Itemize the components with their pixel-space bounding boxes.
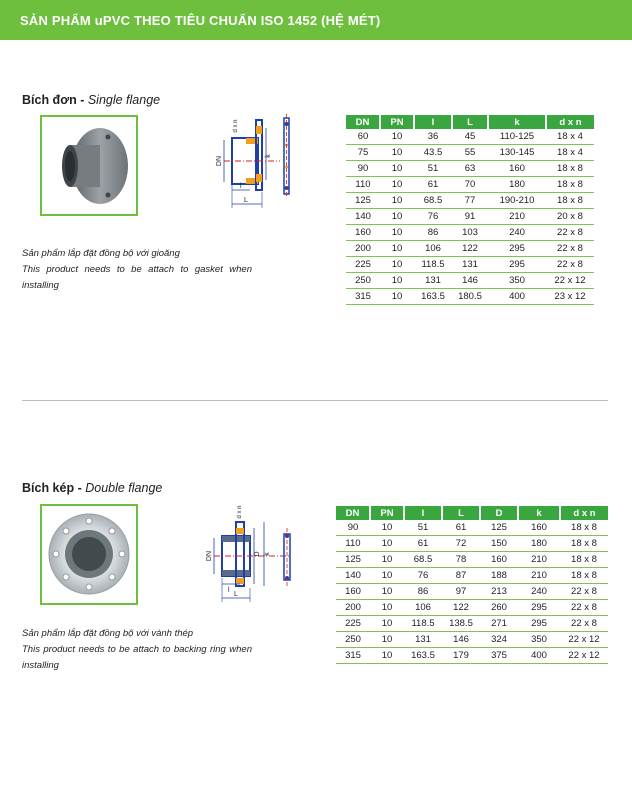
- single-note-vi: Sản phẩm lắp đặt đồng bộ với gioăng: [22, 248, 180, 259]
- single-dxn-label: d x n: [233, 119, 239, 133]
- table-cell: 76: [404, 568, 442, 584]
- table-cell: 146: [452, 273, 488, 289]
- table-row: [336, 520, 608, 536]
- table-cell: 61: [442, 520, 480, 536]
- table-cell: 36: [414, 129, 452, 145]
- double-title-vi: Bích kép -: [22, 481, 86, 495]
- table-cell: 122: [452, 241, 488, 257]
- table-row: [336, 552, 608, 568]
- double-L-label: L: [234, 591, 238, 598]
- column-header: L: [452, 115, 488, 129]
- table-cell: 10: [370, 552, 404, 568]
- table-cell: 225: [346, 257, 380, 273]
- table-cell: 10: [370, 616, 404, 632]
- column-header: l: [414, 115, 452, 129]
- table-row: [336, 536, 608, 552]
- double-title-en: Double flange: [85, 481, 163, 495]
- table-cell: 163.5: [414, 289, 452, 305]
- table-cell: 23 x 12: [546, 289, 594, 305]
- table-cell: 140: [346, 209, 380, 225]
- table-cell: 160: [480, 552, 518, 568]
- table-cell: 200: [336, 600, 370, 616]
- table-cell: 179: [442, 648, 480, 664]
- table-cell: 131: [404, 632, 442, 648]
- table-cell: 63: [452, 161, 488, 177]
- table-cell: 103: [452, 225, 488, 241]
- table-cell: 10: [380, 273, 414, 289]
- single-title-vi: Bích đơn -: [22, 93, 88, 107]
- table-cell: 122: [442, 600, 480, 616]
- double-flange-title: [22, 481, 162, 495]
- table-cell: 10: [370, 600, 404, 616]
- table-cell: 324: [480, 632, 518, 648]
- table-cell: 213: [480, 584, 518, 600]
- table-cell: 200: [346, 241, 380, 257]
- table-cell: 18 x 4: [546, 129, 594, 145]
- table-cell: 51: [404, 520, 442, 536]
- table-row: [346, 209, 594, 225]
- table-cell: 295: [488, 241, 546, 257]
- table-cell: 22 x 12: [546, 273, 594, 289]
- table-header-row: [346, 115, 594, 129]
- table-cell: 68.5: [414, 193, 452, 209]
- table-cell: 72: [442, 536, 480, 552]
- table-cell: 18 x 8: [560, 520, 608, 536]
- table-cell: 76: [414, 209, 452, 225]
- table-cell: 271: [480, 616, 518, 632]
- single-dn-label: DN: [216, 155, 223, 167]
- table-row: [336, 648, 608, 664]
- table-cell: 91: [452, 209, 488, 225]
- table-cell: 10: [370, 584, 404, 600]
- table-cell: 22 x 12: [560, 648, 608, 664]
- table-cell: 110: [346, 177, 380, 193]
- table-row: [346, 225, 594, 241]
- table-cell: 10: [380, 241, 414, 257]
- table-cell: 146: [442, 632, 480, 648]
- table-cell: 163.5: [404, 648, 442, 664]
- table-cell: 131: [452, 257, 488, 273]
- table-cell: 240: [488, 225, 546, 241]
- table-cell: 97: [442, 584, 480, 600]
- table-cell: 180: [488, 177, 546, 193]
- double-D-label: D: [254, 551, 261, 557]
- single-note: [22, 246, 252, 294]
- table-cell: 10: [380, 193, 414, 209]
- table-cell: 188: [480, 568, 518, 584]
- table-cell: 190-210: [488, 193, 546, 209]
- table-cell: 20 x 8: [546, 209, 594, 225]
- table-cell: 210: [488, 209, 546, 225]
- table-row: [336, 584, 608, 600]
- table-cell: 140: [336, 568, 370, 584]
- single-flange-photo: [40, 115, 138, 216]
- table-cell: 10: [380, 289, 414, 305]
- table-row: [336, 568, 608, 584]
- table-cell: 22 x 8: [546, 241, 594, 257]
- single-l-label: l: [240, 183, 242, 190]
- table-cell: 106: [404, 600, 442, 616]
- table-cell: 160: [488, 161, 546, 177]
- table-cell: 150: [480, 536, 518, 552]
- table-cell: 60: [346, 129, 380, 145]
- table-cell: 70: [452, 177, 488, 193]
- table-cell: 315: [346, 289, 380, 305]
- table-row: [346, 161, 594, 177]
- table-row: [336, 600, 608, 616]
- table-cell: 125: [346, 193, 380, 209]
- column-header: DN: [346, 115, 380, 129]
- table-cell: 22 x 8: [560, 600, 608, 616]
- table-cell: 180: [518, 536, 560, 552]
- single-flange-table: [346, 115, 594, 305]
- table-cell: 51: [414, 161, 452, 177]
- table-cell: 250: [346, 273, 380, 289]
- table-cell: 22 x 8: [560, 584, 608, 600]
- table-cell: 240: [518, 584, 560, 600]
- table-row: [346, 145, 594, 161]
- double-k-label: k: [264, 552, 271, 556]
- double-note: [22, 626, 252, 674]
- table-row: [336, 616, 608, 632]
- table-cell: 43.5: [414, 145, 452, 161]
- column-header: D: [480, 506, 518, 520]
- table-cell: 160: [336, 584, 370, 600]
- table-cell: 210: [518, 568, 560, 584]
- table-cell: 75: [346, 145, 380, 161]
- single-flange-title: [22, 93, 160, 107]
- table-cell: 18 x 8: [546, 161, 594, 177]
- table-cell: 86: [404, 584, 442, 600]
- table-cell: 68.5: [404, 552, 442, 568]
- table-cell: 210: [518, 552, 560, 568]
- table-cell: 400: [518, 648, 560, 664]
- table-cell: 10: [380, 257, 414, 273]
- table-cell: 10: [370, 568, 404, 584]
- table-cell: 125: [336, 552, 370, 568]
- single-L-label: L: [244, 197, 248, 204]
- column-header: DN: [336, 506, 370, 520]
- table-cell: 87: [442, 568, 480, 584]
- table-cell: 295: [518, 600, 560, 616]
- table-row: [346, 193, 594, 209]
- double-note-en: This product needs to be attach to backing ring when installing: [22, 644, 252, 671]
- table-cell: 131: [414, 273, 452, 289]
- table-cell: 315: [336, 648, 370, 664]
- table-cell: 295: [488, 257, 546, 273]
- table-cell: 77: [452, 193, 488, 209]
- column-header: d x n: [546, 115, 594, 129]
- table-cell: 160: [346, 225, 380, 241]
- table-cell: 10: [370, 632, 404, 648]
- table-cell: 225: [336, 616, 370, 632]
- double-flange-diagram: [200, 498, 310, 610]
- table-cell: 18 x 8: [560, 536, 608, 552]
- table-cell: 106: [414, 241, 452, 257]
- table-cell: 22 x 8: [546, 257, 594, 273]
- table-cell: 160: [518, 520, 560, 536]
- table-cell: 90: [346, 161, 380, 177]
- table-cell: 10: [370, 520, 404, 536]
- column-header: PN: [380, 115, 414, 129]
- table-cell: 10: [370, 648, 404, 664]
- table-cell: 10: [380, 129, 414, 145]
- table-cell: 18 x 4: [546, 145, 594, 161]
- table-cell: 10: [380, 225, 414, 241]
- double-flange-table: [336, 506, 608, 664]
- table-row: [346, 273, 594, 289]
- table-cell: 118.5: [414, 257, 452, 273]
- table-cell: 375: [480, 648, 518, 664]
- table-cell: 18 x 8: [546, 177, 594, 193]
- table-cell: 10: [370, 536, 404, 552]
- table-cell: 10: [380, 161, 414, 177]
- double-note-vi: Sản phẩm lắp đặt đồng bộ với vành thép: [22, 628, 194, 639]
- table-cell: 18 x 8: [560, 552, 608, 568]
- table-cell: 90: [336, 520, 370, 536]
- table-row: [346, 257, 594, 273]
- double-flange-image: [42, 506, 136, 603]
- table-cell: 250: [336, 632, 370, 648]
- table-row: [346, 129, 594, 145]
- table-cell: 130-145: [488, 145, 546, 161]
- table-cell: 61: [414, 177, 452, 193]
- table-cell: 118.5: [404, 616, 442, 632]
- column-header: PN: [370, 506, 404, 520]
- table-cell: 180.5: [452, 289, 488, 305]
- table-cell: 400: [488, 289, 546, 305]
- table-cell: 55: [452, 145, 488, 161]
- table-cell: 86: [414, 225, 452, 241]
- column-header: k: [488, 115, 546, 129]
- table-cell: 22 x 8: [560, 616, 608, 632]
- table-cell: 125: [480, 520, 518, 536]
- single-flange-image: [42, 117, 136, 214]
- table-row: [336, 632, 608, 648]
- page-title: SẢN PHẨM uPVC THEO TIÊU CHUẨN ISO 1452 (HỆ MÉT): [20, 12, 381, 28]
- single-flange-diagram: [210, 112, 310, 217]
- single-k-label: k: [265, 154, 272, 158]
- double-dn-label: DN: [206, 550, 213, 562]
- column-header: k: [518, 506, 560, 520]
- table-cell: 110: [336, 536, 370, 552]
- table-cell: 350: [488, 273, 546, 289]
- table-row: [346, 241, 594, 257]
- table-row: [346, 177, 594, 193]
- table-cell: 78: [442, 552, 480, 568]
- single-note-en: This product needs to be attach to gasket when installing: [22, 264, 252, 291]
- column-header: l: [404, 506, 442, 520]
- table-cell: 45: [452, 129, 488, 145]
- table-row: [346, 289, 594, 305]
- table-cell: 18 x 8: [560, 568, 608, 584]
- table-header-row: [336, 506, 608, 520]
- table-cell: 350: [518, 632, 560, 648]
- table-cell: 295: [518, 616, 560, 632]
- table-cell: 10: [380, 177, 414, 193]
- table-cell: 61: [404, 536, 442, 552]
- double-dxn-label: d x n: [237, 505, 243, 519]
- table-cell: 10: [380, 209, 414, 225]
- page-header: [0, 0, 632, 40]
- table-cell: 260: [480, 600, 518, 616]
- table-cell: 22 x 12: [560, 632, 608, 648]
- single-title-en: Single flange: [87, 93, 161, 107]
- column-header: L: [442, 506, 480, 520]
- table-cell: 110-125: [488, 129, 546, 145]
- section-divider: [22, 400, 608, 401]
- table-cell: 18 x 8: [546, 193, 594, 209]
- double-flange-photo: [40, 504, 138, 605]
- column-header: d x n: [560, 506, 608, 520]
- table-cell: 10: [380, 145, 414, 161]
- table-cell: 22 x 8: [546, 225, 594, 241]
- double-l-label: l: [228, 587, 230, 594]
- table-cell: 138.5: [442, 616, 480, 632]
